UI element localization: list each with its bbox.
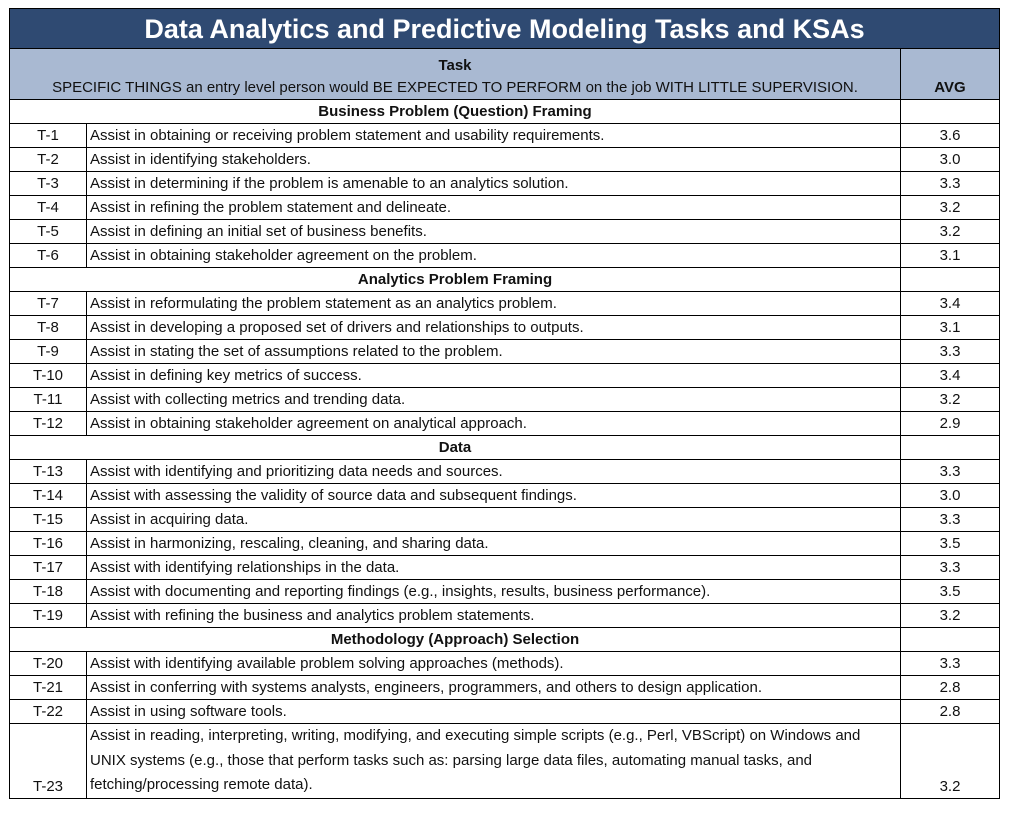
section-row	[10, 436, 1000, 460]
table-row	[10, 388, 1000, 412]
task-avg: 3.3	[901, 172, 1000, 196]
table-row	[10, 364, 1000, 388]
section-avg-empty	[901, 628, 1000, 652]
task-id: T-13	[10, 460, 87, 484]
section-title: Business Problem (Question) Framing	[10, 100, 901, 124]
section-row	[10, 628, 1000, 652]
task-id: T-8	[10, 316, 87, 340]
task-id: T-12	[10, 412, 87, 436]
task-id: T-20	[10, 652, 87, 676]
task-avg: 3.5	[901, 580, 1000, 604]
task-id: T-2	[10, 148, 87, 172]
task-description: Assist in developing a proposed set of drivers and relationships to outputs.	[87, 316, 901, 340]
task-description: Assist in refining the problem statement and delineate.	[87, 196, 901, 220]
tasks-table	[9, 8, 1000, 799]
task-description: Assist with documenting and reporting findings (e.g., insights, results, business performance).	[87, 580, 901, 604]
task-description: Assist in reformulating the problem statement as an analytics problem.	[87, 292, 901, 316]
table-row	[10, 220, 1000, 244]
section-avg-empty	[901, 100, 1000, 124]
task-id: T-18	[10, 580, 87, 604]
task-avg: 3.2	[901, 724, 1000, 799]
page-title: Data Analytics and Predictive Modeling Tasks and KSAs	[10, 9, 1000, 49]
table-row	[10, 532, 1000, 556]
task-avg: 2.8	[901, 700, 1000, 724]
task-description: Assist in harmonizing, rescaling, cleaning, and sharing data.	[87, 532, 901, 556]
section-title: Analytics Problem Framing	[10, 268, 901, 292]
task-id: T-9	[10, 340, 87, 364]
section-avg-empty	[901, 436, 1000, 460]
task-id: T-19	[10, 604, 87, 628]
section-avg-empty	[901, 268, 1000, 292]
table-row	[10, 124, 1000, 148]
task-avg: 3.2	[901, 388, 1000, 412]
table-row	[10, 484, 1000, 508]
task-header-label: Task	[438, 57, 472, 74]
task-description: Assist in defining key metrics of success.	[87, 364, 901, 388]
table-row	[10, 316, 1000, 340]
table-row	[10, 604, 1000, 628]
task-description: Assist in identifying stakeholders.	[87, 148, 901, 172]
task-avg: 3.3	[901, 508, 1000, 532]
task-avg: 3.3	[901, 340, 1000, 364]
task-id: T-11	[10, 388, 87, 412]
task-avg: 3.1	[901, 316, 1000, 340]
task-id: T-4	[10, 196, 87, 220]
table-row	[10, 412, 1000, 436]
table-row	[10, 172, 1000, 196]
task-description: Assist with assessing the validity of source data and subsequent findings.	[87, 484, 901, 508]
table-row	[10, 244, 1000, 268]
header-row	[10, 49, 1000, 100]
section-title: Data	[10, 436, 901, 460]
task-description: Assist with identifying relationships in the data.	[87, 556, 901, 580]
task-description: Assist in using software tools.	[87, 700, 901, 724]
task-description: Assist in reading, interpreting, writing, modifying, and executing simple scripts (e.g., Perl, VBScript) on Windows and UNIX systems (e.g., those that perform tasks such as: parsing large data files, automating manual tasks, and fetching/processing remote data).	[87, 724, 901, 799]
task-id: T-23	[10, 724, 87, 799]
task-id: T-7	[10, 292, 87, 316]
task-avg: 3.3	[901, 460, 1000, 484]
task-avg: 3.5	[901, 532, 1000, 556]
task-avg: 3.3	[901, 556, 1000, 580]
task-id: T-5	[10, 220, 87, 244]
task-id: T-6	[10, 244, 87, 268]
task-avg: 3.0	[901, 484, 1000, 508]
task-avg: 3.2	[901, 604, 1000, 628]
task-avg: 3.2	[901, 220, 1000, 244]
task-description: Assist with refining the business and analytics problem statements.	[87, 604, 901, 628]
task-id: T-16	[10, 532, 87, 556]
task-id: T-10	[10, 364, 87, 388]
table-row	[10, 676, 1000, 700]
task-id: T-1	[10, 124, 87, 148]
task-avg: 3.3	[901, 652, 1000, 676]
title-row	[10, 9, 1000, 49]
task-id: T-21	[10, 676, 87, 700]
table-row	[10, 580, 1000, 604]
task-avg: 3.2	[901, 196, 1000, 220]
table-row	[10, 148, 1000, 172]
task-description: Assist in obtaining stakeholder agreement on analytical approach.	[87, 412, 901, 436]
table-row	[10, 508, 1000, 532]
task-description: Assist in conferring with systems analysts, engineers, programmers, and others to design application.	[87, 676, 901, 700]
task-description: Assist in obtaining stakeholder agreement on the problem.	[87, 244, 901, 268]
task-header	[10, 49, 901, 100]
section-row	[10, 268, 1000, 292]
section-title: Methodology (Approach) Selection	[10, 628, 901, 652]
task-avg: 2.8	[901, 676, 1000, 700]
task-description: Assist with identifying and prioritizing data needs and sources.	[87, 460, 901, 484]
avg-header: AVG	[901, 49, 1000, 100]
task-id: T-14	[10, 484, 87, 508]
section-row	[10, 100, 1000, 124]
table-row	[10, 724, 1000, 799]
table-row	[10, 460, 1000, 484]
table-row	[10, 292, 1000, 316]
task-avg: 3.6	[901, 124, 1000, 148]
task-id: T-17	[10, 556, 87, 580]
task-description: Assist in acquiring data.	[87, 508, 901, 532]
task-id: T-15	[10, 508, 87, 532]
task-id: T-22	[10, 700, 87, 724]
task-avg: 3.4	[901, 292, 1000, 316]
task-avg: 3.0	[901, 148, 1000, 172]
task-avg: 3.4	[901, 364, 1000, 388]
table-row	[10, 196, 1000, 220]
task-description: Assist in determining if the problem is amenable to an analytics solution.	[87, 172, 901, 196]
task-avg: 3.1	[901, 244, 1000, 268]
table-row	[10, 700, 1000, 724]
task-avg: 2.9	[901, 412, 1000, 436]
task-description: Assist in obtaining or receiving problem statement and usability requirements.	[87, 124, 901, 148]
task-id: T-3	[10, 172, 87, 196]
task-description: Assist with identifying available problem solving approaches (methods).	[87, 652, 901, 676]
task-description: Assist in stating the set of assumptions related to the problem.	[87, 340, 901, 364]
task-description: Assist with collecting metrics and trending data.	[87, 388, 901, 412]
table-row	[10, 340, 1000, 364]
table-row	[10, 652, 1000, 676]
table-row	[10, 556, 1000, 580]
task-description: Assist in defining an initial set of business benefits.	[87, 220, 901, 244]
task-header-description: SPECIFIC THINGS an entry level person would BE EXPECTED TO PERFORM on the job WITH LITTLE SUPERVISION.	[52, 79, 858, 96]
